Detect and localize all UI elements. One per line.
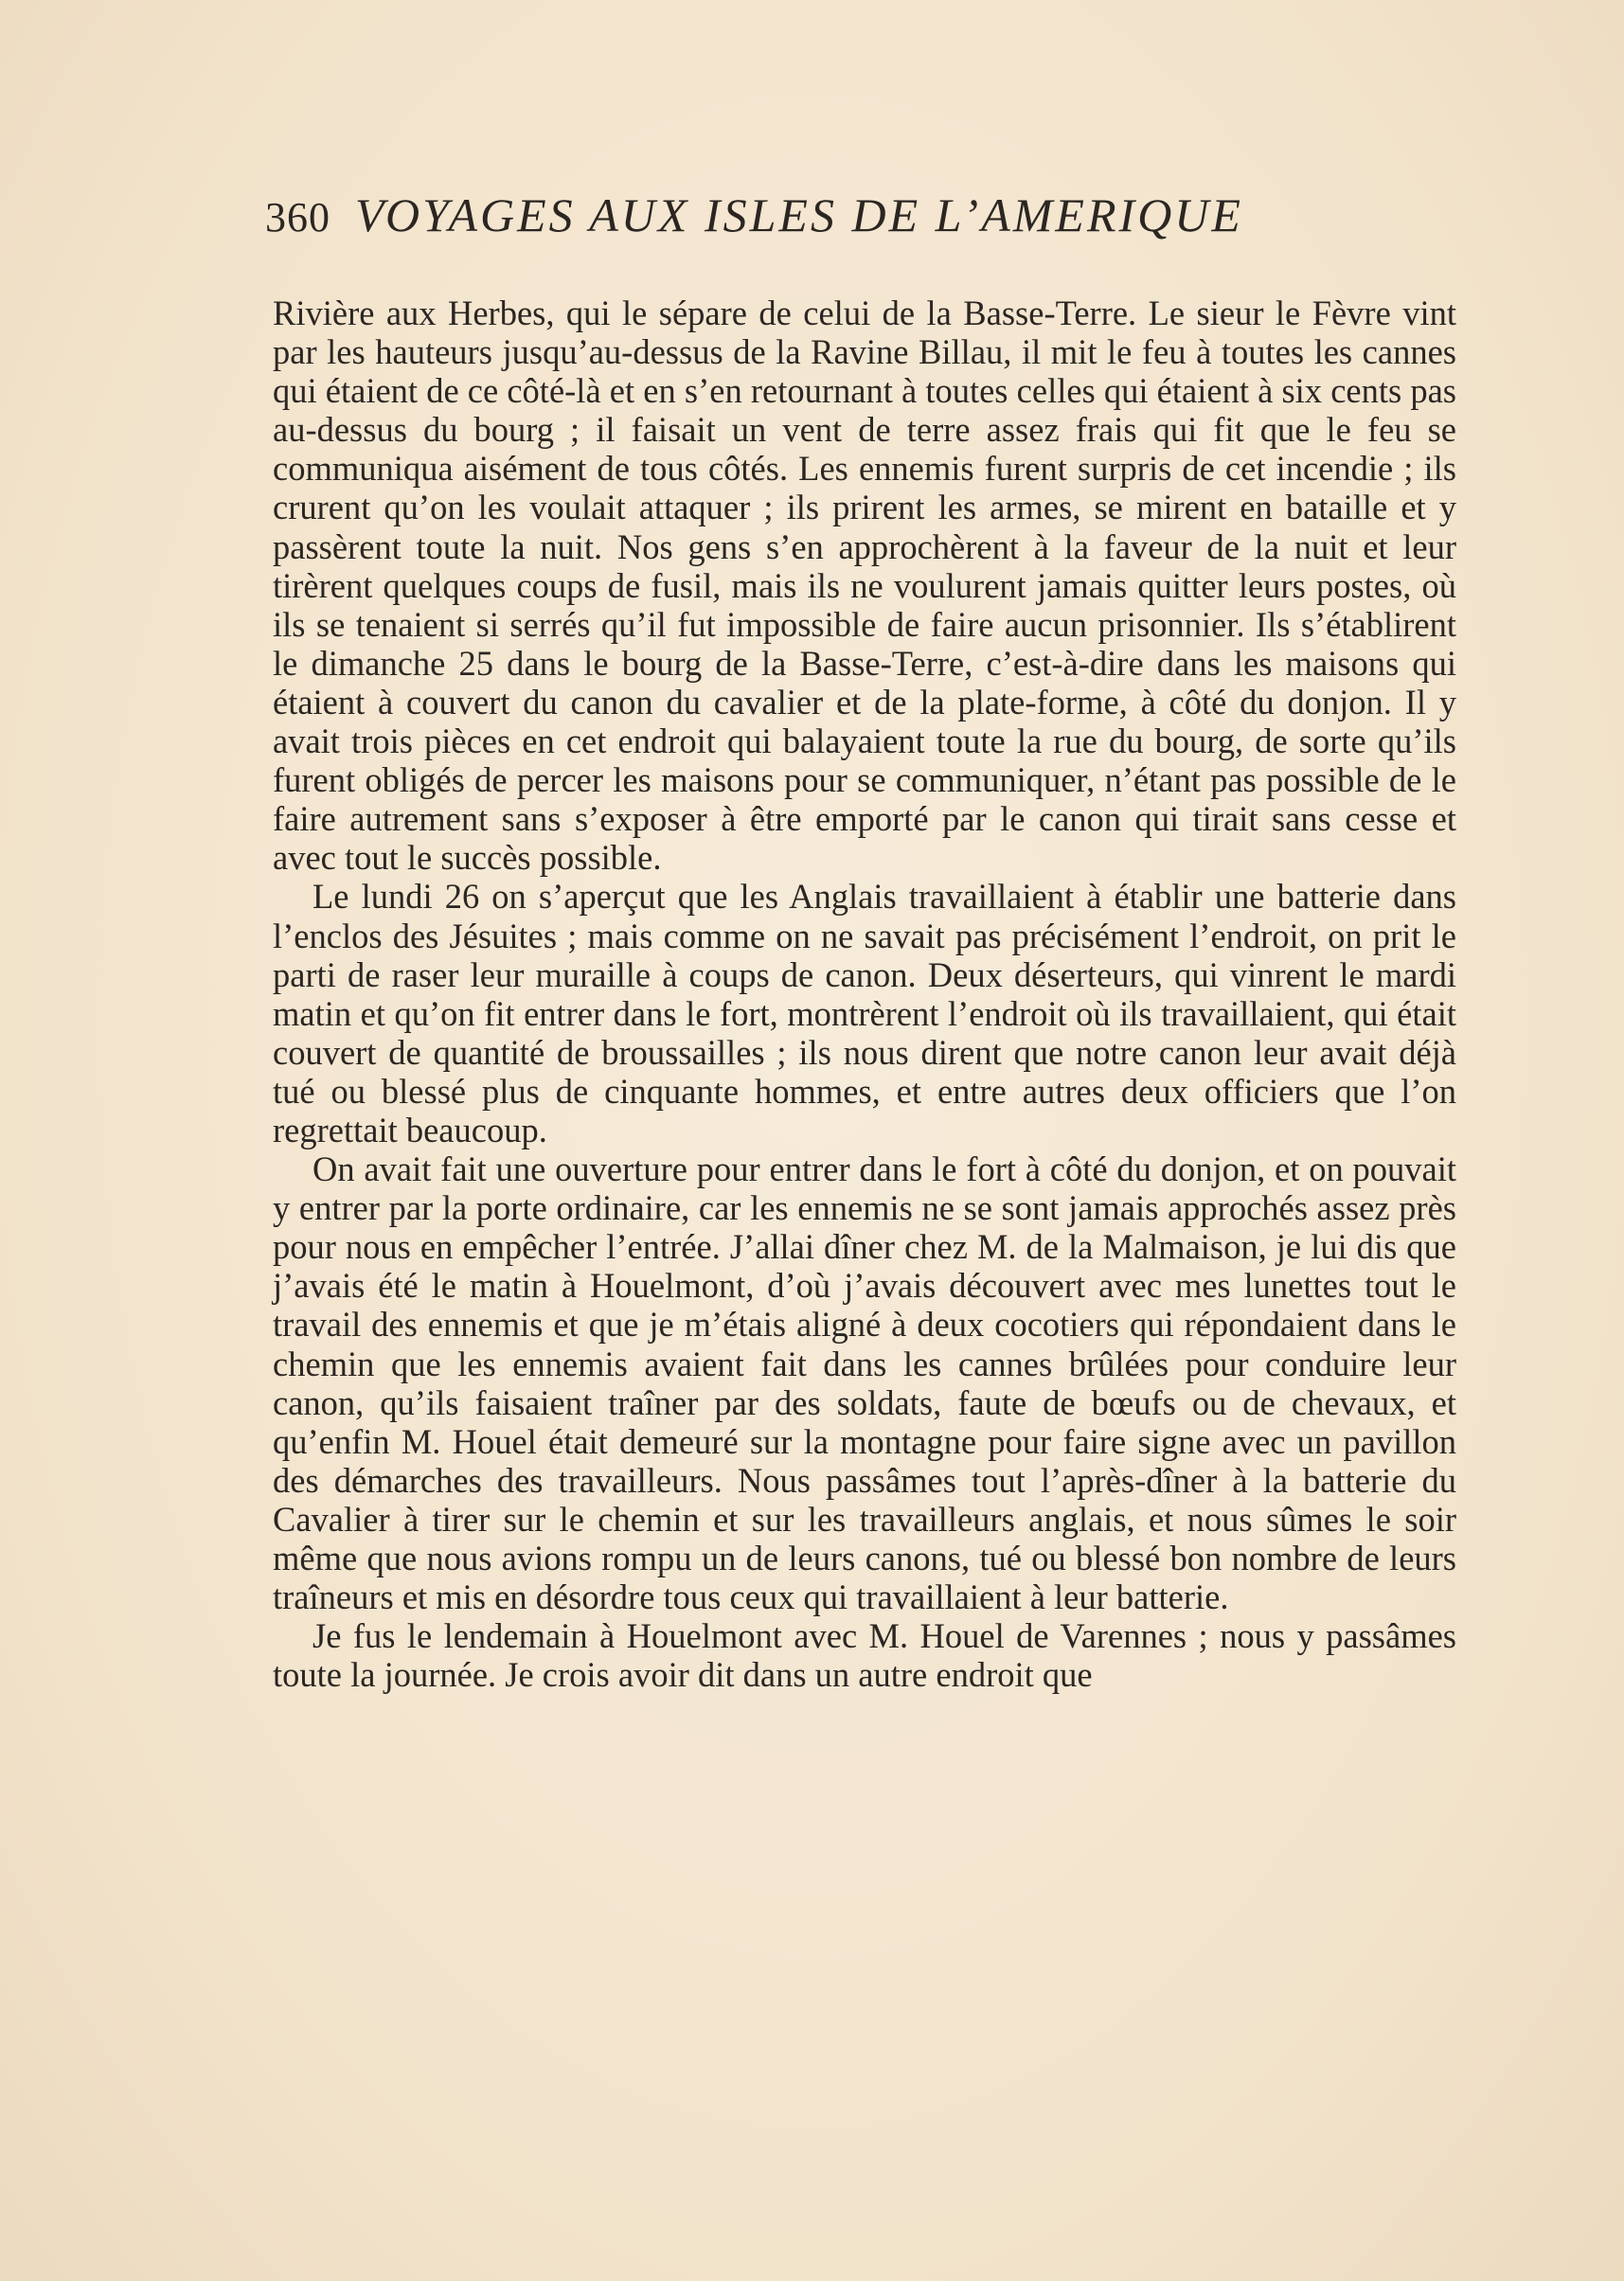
running-head — [265, 187, 1458, 254]
paragraph: Je fus le lendemain à Houelmont avec M. Houel de Varennes ; nous y passâmes toute la journée. Je crois avoir dit dans un autre endroit que — [273, 1616, 1456, 1695]
body-text — [273, 294, 1456, 1694]
running-title: VOYAGES AUX ISLES DE L’AMERIQUE — [355, 188, 1243, 241]
paragraph: On avait fait une ouverture pour entrer dans le fort à côté du donjon, et on pouvait y entrer par la porte ordinaire, car les ennemis ne se sont jamais approchés assez près pour nous en empêcher l’entrée. J’allai dîner chez M. de la Malmaison, je lui dis que j’avais été le matin à Houelmont, d’où j’avais découvert avec mes lunettes tout le travail des ennemis et que je m’étais aligné à deux cocotiers qui répondaient dans le chemin que les ennemis avaient fait dans les cannes brûlées pour conduire leur canon, qu’ils faisaient traîner par des soldats, faute de bœufs ou de chevaux, et qu’enfin M. Houel était demeuré sur la montagne pour faire signe avec un pavillon des démarches des travailleurs. Nous passâmes tout l’après-dîner à la batterie du Cavalier à tirer sur le chemin et sur les travailleurs anglais, et nous sûmes le soir même que nous avions rompu un de leurs canons, tué ou blessé bon nombre de leurs traîneurs et mis en désordre tous ceux qui travaillaient à leur batterie. — [273, 1149, 1456, 1617]
page-number: 360 — [265, 194, 330, 241]
paragraph: Le lundi 26 on s’aperçut que les Anglais travaillaient à établir une batterie dans l’enclos des Jésuites ; mais comme on ne savait pas précisément l’endroit, on prit le parti de raser leur muraille à coups de canon. Deux déserteurs, qui vinrent le mardi matin et qu’on fit entrer dans le fort, montrèrent l’endroit où ils travaillaient, qui était couvert de quantité de broussailles ; ils nous dirent que notre canon leur avait déjà tué ou blessé plus de cinquante hommes, et entre autres deux officiers que l’on regrettait beaucoup. — [273, 877, 1456, 1149]
paragraph-continuation: Rivière aux Herbes, qui le sépare de celui de la Basse-Terre. Le sieur le Fèvre vint par les hauteurs jusqu’au-dessus de la Ravine Billau, il mit le feu à toutes les cannes qui étaient de ce côté-là et en s’en retournant à toutes celles qui étaient à six cents pas au-dessus du bourg ; il faisait un vent de terre assez frais qui fit que le feu se communiqua aisément de tous côtés. Les ennemis furent surpris de cet incendie ; ils crurent qu’on les voulait attaquer ; ils prirent les armes, se mirent en bataille et y passèrent toute la nuit. Nos gens s’en approchèrent à la faveur de la nuit et leur tirèrent quelques coups de fusil, mais ils ne voulurent jamais quitter leurs postes, où ils se tenaient si serrés qu’il fut impossible de faire aucun prisonnier. Ils s’établirent le dimanche 25 dans le bourg de la Basse-Terre, c’est-à-dire dans les maisons qui étaient à couvert du canon du cavalier et de la plate-forme, à côté du donjon. Il y avait trois pièces en cet endroit qui balayaient toute la rue du bourg, de sorte qu’ils furent obligés de percer les maisons pour se communiquer, n’étant pas possible de le faire autrement sans s’exposer à être emporté par le canon qui tirait sans cesse et avec tout le succès possible. — [273, 294, 1456, 878]
